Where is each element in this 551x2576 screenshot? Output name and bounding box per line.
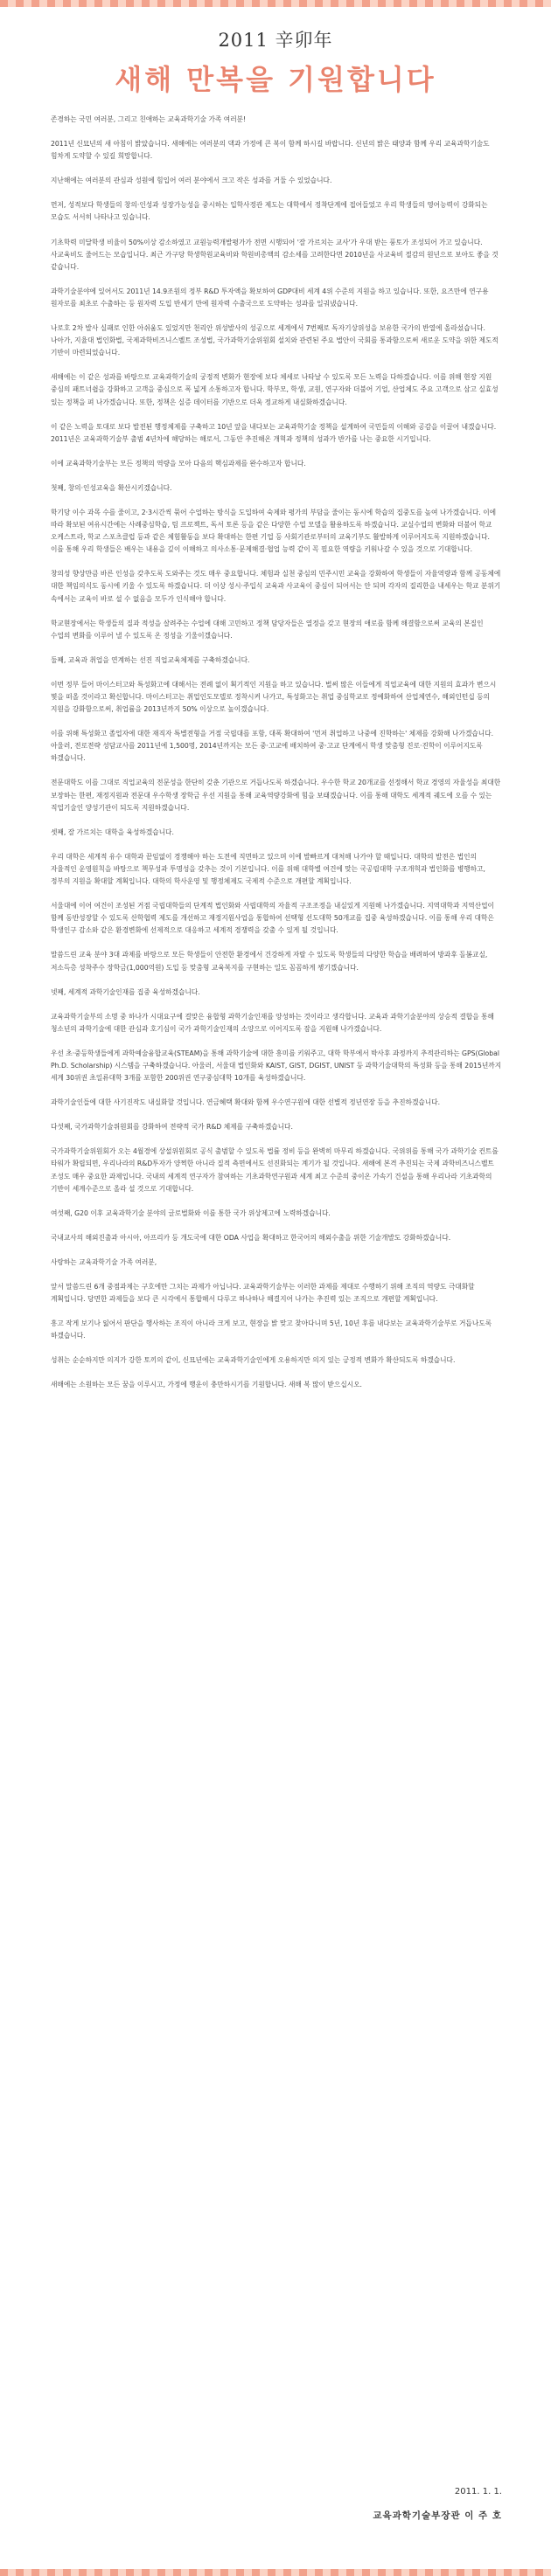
letter-paragraph: 이번 정부 들어 마이스터고와 특성화고에 대해서는 전례 없이 획기적인 지원을 하고 있습니다. 벌써 많은 이들에게 직업교육에 대한 지원의 효과가 변으시 몇을 떠올 것이라고 확신합니다. 마이스터고는 취업인도모델로 정착시켜 나가고, 특성화고는 취업 중심학교로 정예화하여 산업체연수, 해외인턴십 등의 지원을 강화함으로써, 취업률을 2013년까지 50% 이상으로 높이겠습니다. [51, 680, 497, 714]
letter-paragraph: 먼저, 성적보다 학생들의 창의·인성과 성장가능성을 중시하는 입학사정관 제도는 대학에서 정착단계에 접어들었고 우리 학생들의 영어능력이 강화되는 모습도 서서히 나타나고 있습니다. [51, 201, 488, 222]
letter-date: 2011. 1. 1. [454, 2487, 502, 2496]
letter-paragraph: 과학기술분야에 있어서도 2011년 14.9조원의 정부 R&D 투자액을 확보하여 GDP대비 세계 4위 수준의 지원을 하고 있습니다. 또한, 요즈만에 연구용 원자로를 최초로 수출하는 등 원자력 도입 반세기 만에 원자력 수출국으로 도약하는 성과를 일궈냈습니다. [51, 287, 489, 308]
header [0, 26, 551, 98]
letter-paragraph: 성취는 순순하지만 의지가 강한 토끼의 같이, 신묘년에는 교육과학기술인에게 오용하지만 의지 있는 긍정적 변화가 확산되도록 하겠습니다. [51, 1356, 456, 1365]
letter-body [51, 114, 502, 1404]
letter-paragraph: 넷째, 세계적 과학기술인재를 집중 육성하겠습니다. [51, 987, 200, 996]
letter-paragraph: 과학기술인들에 대한 사기진작도 내실화할 것입니다. 연금혜택 확대와 함께 우수연구원에 대한 선별적 정년연장 등을 추진하겠습니다. [51, 1098, 441, 1107]
letter-paragraph: 셋째, 잘 가르치는 대학을 육성하겠습니다. [51, 828, 174, 836]
letter-paragraph: 2011년 신묘년의 새 아침이 밝았습니다. 새해에는 여러분의 댁과 가정에 큰 복이 함께 하시길 바랍니다. 신년의 밝은 태양과 함께 우리 교육과학기술도 힘차게 도약할 수 있길 희망합니다. [51, 140, 490, 161]
top-decorative-stripe [0, 0, 551, 7]
letter-paragraph: 우리 대학은 세계적 유수 대학과 끝임없이 경쟁해야 하는 도전에 직면하고 있으며 이에 발빠르게 대처해 나가야 할 때입니다. 대학의 발전은 법인의 자율적인 운영원칙을 바탕으로 책무성과 투명성을 갖추는 것이 기본입니다. 이를 위해 대학별 여건에 맞는 국공립대학 구조개혁과 법인화를 병행하고, 정부의 지원을 확대할 계획입니다. 대학의 학사운영 및 행정체제도 국제적 수준으로 개편할 계획입니다. [51, 852, 485, 886]
letter-paragraph: 존경하는 국민 여러분, 그리고 친애하는 교육과학기술 가족 여러분! [51, 115, 247, 123]
letter-paragraph: 국가과학기술위원회가 오는 4월경에 상설위원회로 공식 출범할 수 있도록 법률 정비 등을 완벽히 마무리 하겠습니다. 국위위를 통해 국가 과학기술 컨트롤 타워가 확립되면, 우리나라의 R&D투자가 양쩍한 아니라 질적 측면에서도 선진화되는 계기가 될 것입니다. 새해에 본격 추진되는 국제 과학비즈니스벨트 조성도 매우 중요한 과제입니다. 국내의 세계적 연구자가 참여하는 기초과학연구원과 세계 최고 수준의 중이온 가속기 건설을 통해 우리나라 기초과학의 기반이 세계수준으로 올라 설 것으로 기대합니다. [51, 1147, 499, 1193]
letter-paragraph: 교육과학기술부의 소명 중 하나가 시대요구에 걸맞은 융합형 과학기술인재를 양성하는 것이라고 생각합니다. 교육과 과학기술분야의 상승적 결합을 통해 청소년의 과학기술에 대한 관심과 호기심이 국가 과학기술인재의 소양으로 이어지도록 잠을 지원해 나가겠습니다. [51, 1012, 494, 1033]
letter-paragraph: 새해에는 이 같은 성과를 바탕으로 교육과학기술의 궁정적 변화가 현장에 보다 체세로 나타날 수 있도록 모든 노력을 다하겠습니다. 이를 위해 현장 지원 중심의 패트너쉽을 강화하고 고객을 중심으로 폭 넓게 소통하고자 합니다. 학부모, 학생, 교원, 연구자와 더불어 기업, 산업체도 주요 고객으로 삼고 실효성 있는 정책을 펴 나가겠습니다. 또한, 정책은 실증 데이터를 기반으로 더욱 정교하게 내실화하겠습니다. [51, 373, 499, 406]
closing [373, 2487, 502, 2522]
letter-paragraph: 첫째, 창의·인성교육을 확산시키겠습니다. [51, 483, 172, 492]
letter-paragraph: 서울대에 이어 여건이 조성된 거점 국립대학들의 단계적 법인화와 사립대학의 자율적 구조조정을 내실있게 지원해 나가겠습니다. 지역대학과 지역산업이 함께 동반성장할 수 있도록 산학협력 제도를 개선하고 재정지원사업을 통합하여 선택형 선도대학 50개교를 집중 육성하겠습니다. 이를 통해 우리 대학은 학생인구 감소와 같은 환경변화에 선제적으로 대응하고 세계적 경쟁력을 갖출 수 있게 될 것입니다. [51, 902, 494, 935]
letter-paragraph: 학기당 이수 과목 수를 줄이고, 2·3시간씩 묶어 수업하는 방식을 도입하여 숙제와 평가의 부담을 줄이는 동시에 학습의 집중도를 높여 나가겠습니다. 이에 따라 확보된 여유시간에는 사례중심학습, 팀 프로젝트, 독서 토론 등을 같은 다양한 수업 모델을 활용하도록 하겠습니다. 교실수업의 변화와 더불어 학교 오케스트라, 학교 스포츠클럽 등과 같은 체험활동을 보다 확대하는 한편 기업 등 사회기관로부터의 교육기부도 활발하게 이루어지도록 지원하겠습니다. 이를 통해 우리 학생들은 배우는 내용을 깊이 이해하고 의사소통·문제해결·협업 능력 같이 꼭 필요한 역량을 키워나갈 수 있을 것으로 기대합니다. [51, 508, 497, 554]
letter-paragraph: 이를 위해 특성화고 졸업자에 대한 재직자 특별전형을 거점 국립대를 포함, 대폭 확대하여 '먼저 취업하고 나중에 진학하는' 체제를 강화해 나가겠습니다. 아울러, 전로전략 성담교사를 2011년에 1,500명, 2014년까지는 모든 중·고교에 배치하여 중·고교 단계에서 학생 맞춤형 진로·진학이 이루어지도록 하겠습니다. [51, 730, 494, 763]
minister-signature: 교육과학기술부장관 이 주 호 [373, 2510, 502, 2521]
letter-paragraph: 사랑하는 교육과학기술 가족 여러분, [51, 1257, 157, 1266]
letter-paragraph: 말씀드린 교육 분야 3대 과제를 바탕으로 모든 학생들이 안전한 환경에서 건강하게 자랄 수 있도록 학생들의 다양한 학습을 배려하여 방과후 돌봄교실, 저소득층 성착주수 장학금(1,000억원) 도입 등 맞춤형 교육복지를 구현하는 일도 꼼꼼하게 챙기겠습니다. [51, 951, 488, 972]
letter-paragraph: 새해에는 소원하는 모든 꿈을 이루시고, 가정에 행운이 충만하시기를 기원합니다. 새해 복 많이 받으십시오. [51, 1381, 362, 1389]
letter-paragraph: 국내교사의 해외진출과 아시아, 아프리카 등 개도국에 대한 ODA 사업을 확대하고 한국어의 해외수출을 위한 기술개발도 강화하겠습니다. [51, 1233, 451, 1242]
letter-paragraph: 나로호 2차 발사 실패로 인한 아쉬움도 있었지만 천리안 위성발사의 성공으로 세계에서 7번째로 독자기상위성을 보유한 국가의 반열에 올라섰습니다. 나아가, 지율대 법인화법, 국제과학비즈니스벨트 조성법, 국가과학기술위원회 설치와 관련된 주요 법안이 국회를 통과함으로써 새로운 도약을 위한 제도적 기반이 마련되었습니다. [51, 324, 499, 357]
letter-paragraph: 다섯째, 국가과학기술위원회를 강화하여 전략적 국가 R&D 체제를 구축하겠습니다. [51, 1123, 293, 1132]
letter-paragraph: 이 같은 노력을 토대로 보다 발전된 행정체제를 구축하고 10년 앞을 내다보는 교육과학기술 정책을 설계하여 국민들의 이해와 공감을 이끌어 내겠습니다. 2011년은 교육과학기술부 출범 4년차에 해당하는 해로서, 그동안 추진해온 개혁과 정책의 성과가 반가를 나는 중요한 시기입니다. [51, 422, 497, 443]
letter-paragraph: 이에 교육과학기술부는 모든 정책의 역량을 모아 다음의 핵심과제를 완수하고자 합니다. [51, 459, 306, 467]
year-title: 2011 辛卯年 [218, 30, 333, 51]
letter-paragraph: 학교현장에서는 학생들의 질과 적성을 살려주는 수업에 대해 고민하고 정책 담당자들은 열정을 갖고 현장의 애로를 함께 해결함으로써 교육의 본질인 수업의 변화를 이루어 낼 수 있도록 온 정성을 기울이겠습니다. [51, 619, 484, 640]
letter-paragraph: 둘째, 교육과 취업을 연계하는 선진 직업교육체제를 구축하겠습니다. [51, 655, 250, 664]
letter-paragraph: 흥고 작게 보기나 잃어서 판단을 행사하는 조직이 아니라 크게 보고, 현장을 밝 맞고 찾아다니며 5년, 10년 후를 내다보는 교육과학기술부로 거듭나도록 하겠습니다. [51, 1319, 492, 1340]
letter-paragraph: 전문대학도 이를 그대로 직업교육의 전문성을 한단히 갖춘 기관으로 거듭나도록 하겠습니다. 우수한 학교 20개교를 선정해서 학교 경영의 자율성을 최대한 보장하는 한편, 재정지원과 전문대 우수학생 장학금 우선 지원을 통해 교육역량강화에 힘을 보태겠습니다. 이를 통해 대학도 세계적 궤도에 오를 수 있는 직업기술인 양성기관이 되도록 지원하겠습니다. [51, 779, 501, 812]
letter-paragraph: 앞서 말씀드린 6개 중점과제는 구호에만 그치는 과제가 아닙니다. 교육과학기술부는 이러한 과제를 제대로 수행하기 위해 조직의 역량도 극대화할 계획입니다. 당면한 과제들을 보다 큰 시각에서 통합해서 다루고 하나하나 해결지어 나가는 추진력 있는 조직으로 개편할 계획입니다. [51, 1283, 475, 1304]
letter-paragraph: 창의성 향상만큼 바른 인성을 갖추도록 도와주는 것도 매우 중요합니다. 체험과 실천 중심의 민주시민 교육을 강화하여 학생들이 자율역량과 함께 공동체에 대한 책임의식도 동시에 키울 수 있도록 하겠습니다. 더 이상 성시·주입식 교육과 사교육이 중심이 되어서는 안 되며 각자의 질리한을 내세우는 학교 분위기 속에서는 교육이 바로 설 수 없음을 모두가 인식해야 합니다. [51, 570, 501, 603]
new-year-greeting: 새해 만복을 기원합니다 [115, 63, 436, 96]
letter-paragraph: 여섯째, G20 이후 교육과학기술 분야의 글로벌화와 이를 통한 국가 위상제고에 노력하겠습니다. [51, 1208, 331, 1217]
letter-paragraph: 기초학력 미달학생 비율이 50%이상 감소하였고 교원능력개발평가가 전면 시행되어 '잘 가르치는 교사'가 우대 받는 풍토가 조성되어 가고 있습니다. 사교육비도 줄어드는 모습입니다. 최근 가구당 학생학원교육비와 학원비총액의 감소세를 고려한다면 2010년을 사교육비 절감의 원년으로 보아도 좋을 것 같습니다. [51, 238, 499, 271]
bottom-decorative-stripe [0, 2569, 551, 2576]
letter-paragraph: 지난해에는 여러분의 관심과 성원에 힘입어 여러 분야에서 크고 작은 성과를 거둘 수 있었습니다. [51, 177, 332, 185]
letter-paragraph: 우선 초·중등학생들에게 과학예술융합교육(STEAM)을 통해 과학기술에 대한 흥미를 키워주고, 대학 학부에서 박사후 과정까지 추적관리하는 GPS(Global Ph.D. Scholarship) 시스템을 구축하겠습니다. 아울러, 서울대 법인화와 KAIST, GIST, DGIST, UNIST 등 과학기술대학의 특성화 등을 통해 2015년까지 세계 30위권 초일류대학 3개를 포함한 200위권 연구중심대학 10개를 육성하겠습니다. [51, 1049, 502, 1083]
